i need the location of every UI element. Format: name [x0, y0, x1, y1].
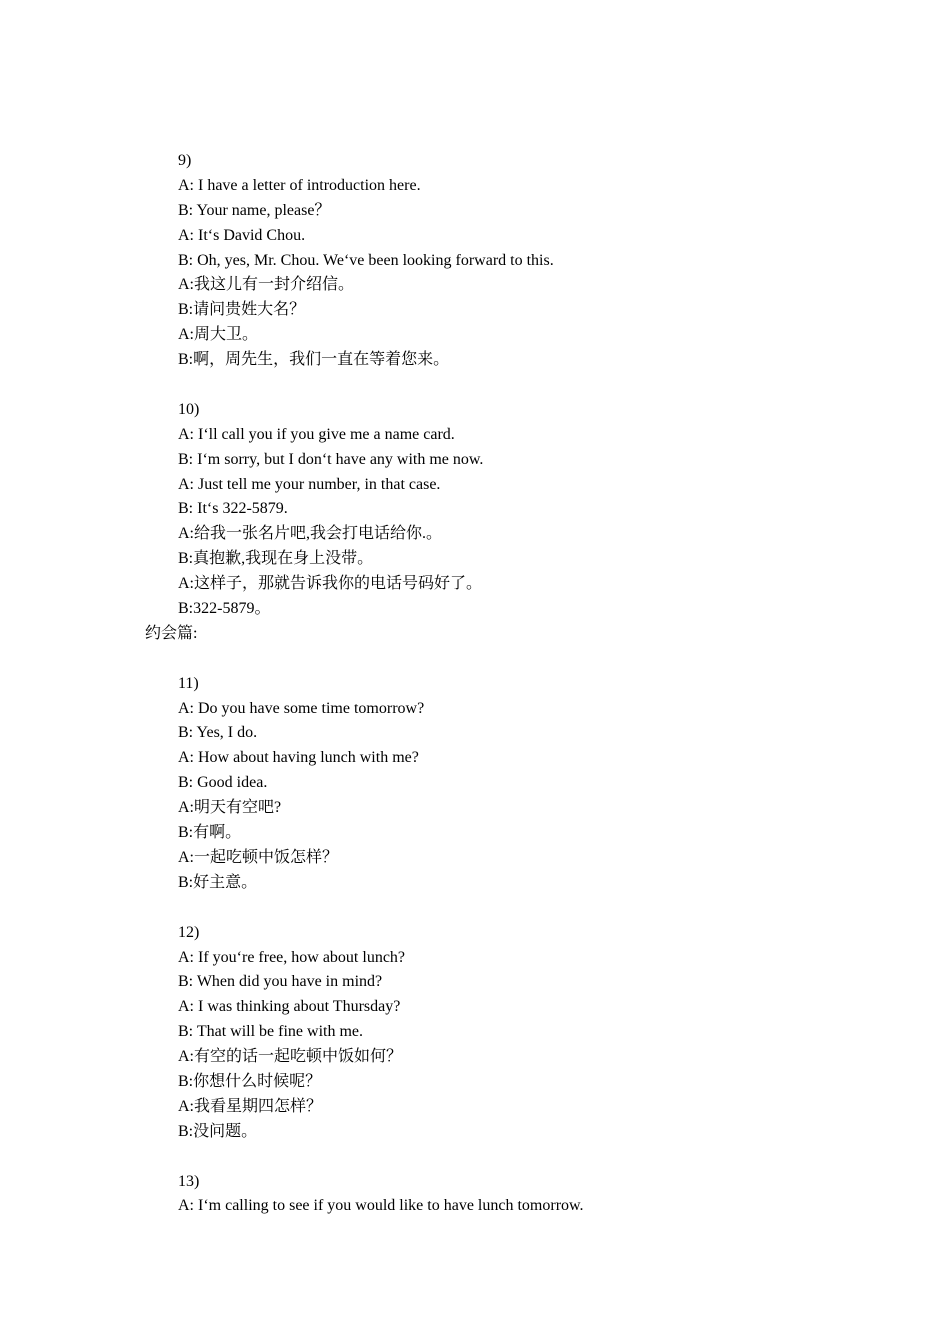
dialogue-line: A: If you‘re free, how about lunch? [178, 948, 406, 966]
dialogue-number: 13) [178, 1172, 200, 1190]
dialogue-line: A:我看星期四怎样？ [178, 1097, 323, 1115]
dialogue-line: B:有啊。 [178, 824, 242, 842]
dialogue-line: B: Good idea. [178, 774, 268, 792]
dialogue-line: A: I‘m calling to see if you would like to have lunch tomorrow. [178, 1197, 584, 1215]
dialogue-line: B:啊，周先生，我们一直在等着您来。 [178, 351, 450, 369]
dialogue-line: A:有空的话一起吃顿中饭如何？ [178, 1048, 403, 1066]
dialogue-line: A:我这儿有一封介绍信。 [178, 276, 355, 294]
dialogue-line: A: It‘s David Chou. [178, 226, 306, 244]
blank-line [0, 896, 950, 921]
dialogue-line: B:没问题。 [178, 1122, 258, 1140]
blank-line [0, 373, 950, 398]
section-heading: 约会篇: [145, 624, 198, 642]
dialogue-number: 9) [178, 152, 192, 169]
dialogue-line: B: When did you have in mind? [178, 973, 383, 991]
dialogue-line: A: I‘ll call you if you give me a name card. [178, 425, 455, 443]
dialogue-line: B:你想什么时候呢？ [178, 1072, 322, 1090]
dialogue-line: B: Oh, yes, Mr. Chou. We‘ve been looking forward to this. [178, 251, 554, 269]
dialogue-line: B: I‘m sorry, but I don‘t have any with me now. [178, 450, 484, 468]
dialogue-line: B: Yes, I do. [178, 724, 258, 742]
dialogue-line: B: Your name, please？ [178, 201, 331, 219]
dialogue-line: A:周大卫。 [178, 326, 259, 344]
dialogue-line: A:一起吃顿中饭怎样？ [178, 848, 339, 866]
dialogue-line: B:真抱歉,我现在身上没带。 [178, 550, 374, 568]
dialogue-line: A:给我一张名片吧,我会打电话给你.。 [178, 525, 443, 543]
dialogue-line: A: I have a letter of introduction here. [178, 176, 421, 194]
dialogue-line: A:这样子，那就告诉我你的电话号码好了。 [178, 575, 483, 593]
dialogue-line: B:好主意。 [178, 873, 258, 891]
dialogue-number: 11) [178, 674, 199, 692]
dialogue-line: A: Just tell me your number, in that case. [178, 475, 441, 493]
dialogue-line: A: I was thinking about Thursday? [178, 998, 401, 1016]
dialogue-number: 12) [178, 923, 200, 941]
blank-line [0, 647, 950, 672]
dialogue-line: B: That will be fine with me. [178, 1023, 364, 1041]
dialogue-line: A:明天有空吧? [178, 799, 282, 817]
dialogue-line: A: How about having lunch with me? [178, 749, 419, 767]
dialogue-line: B:322-5879。 [178, 600, 271, 618]
dialogue-number: 10) [178, 400, 200, 418]
dialogue-line: B: It‘s 322-5879. [178, 500, 288, 518]
blank-line [0, 1145, 950, 1170]
dialogue-line: A: Do you have some time tomorrow? [178, 699, 425, 717]
dialogue-line: B:请问贵姓大名？ [178, 301, 306, 319]
dialogue-content [0, 149, 950, 1219]
